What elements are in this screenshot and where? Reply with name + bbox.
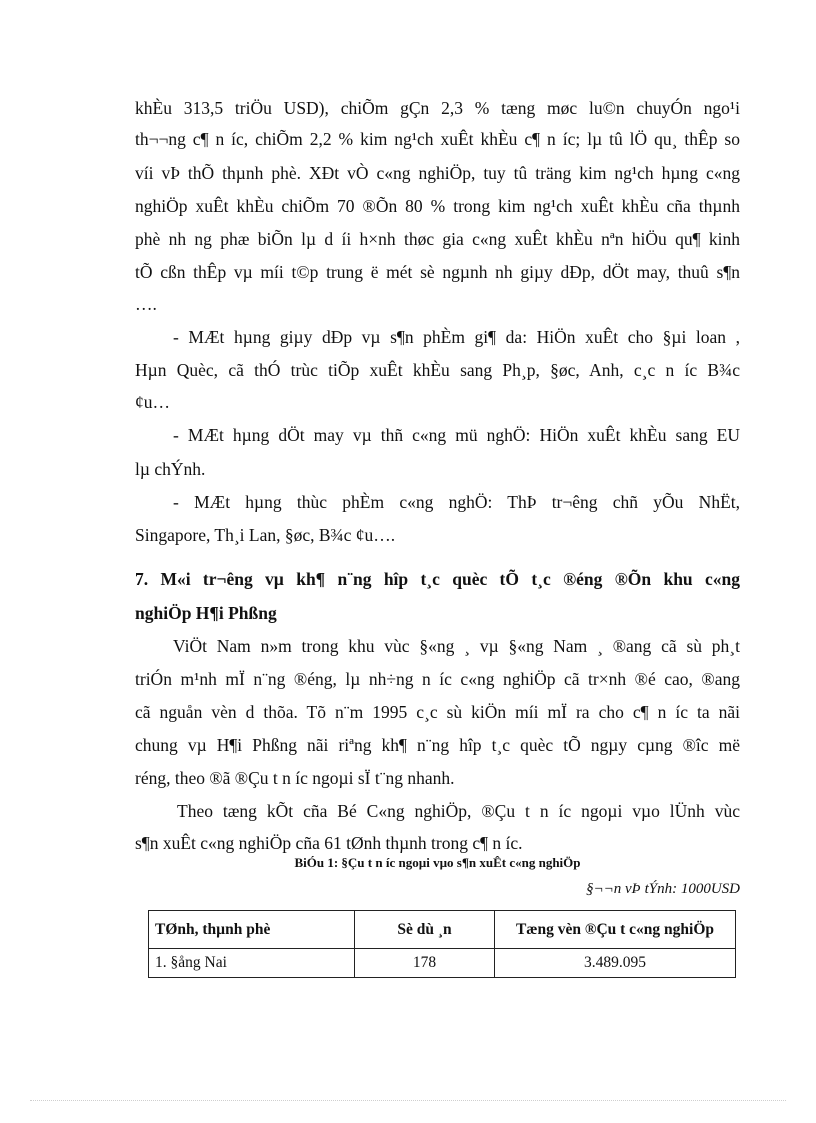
paragraph-line: chung vµ H¶i Phßng nãi riªng kh¶ n¨ng hîp t¸c quèc tÕ ngµy cµng ®îc më [135, 735, 740, 755]
paragraph-line: Theo tæng kÕt cña Bé C«ng nghiÖp, ®Çu t n íc ngoµi vµo lÜnh vùc [177, 801, 740, 821]
header-total-capital: Tæng vèn ®Çu t c«ng nghiÖp [495, 911, 736, 949]
paragraph-line: ViÖt Nam n»m trong khu vùc §«ng ¸ vµ §«ng Nam ¸ ®ang cã sù ph¸t [173, 636, 740, 656]
bullet-line: lµ chÝnh. [135, 459, 206, 479]
paragraph-line: khÈu 313,5 triÖu USD), chiÕm gÇn 2,3 % tæng møc lu©n chuyÓn ngo¹i [135, 98, 740, 118]
table-header-row [149, 911, 736, 949]
cell-project-count: 178 [355, 949, 495, 978]
investment-table [148, 910, 736, 978]
section-heading: 7. M«i tr¬êng vµ kh¶ n¨ng hîp t¸c quèc tÕ t¸c ®éng ®Õn khu c«ng [135, 569, 740, 589]
paragraph-line: nghiÖp xuÊt khÈu chiÕm 70 ®Õn 80 % trong kim ng¹ch xuÊt khÈu cña thµnh [135, 196, 740, 216]
paragraph-line: s¶n xuÊt c«ng nghiÖp cña 61 tØnh thµnh trong c¶ n íc. [135, 833, 523, 853]
paragraph-line: th¬¬ng c¶ n íc, chiÕm 2,2 % kim ng¹ch xuÊt khÈu c¶ n íc; lµ tû lÖ qu¸ thÊp so [135, 129, 740, 149]
bullet-line: - MÆt hµng dÖt may vµ thñ c«ng mü nghÖ: HiÖn xuÊt khÈu sang EU [173, 425, 740, 445]
header-province: TØnh, thµnh phè [149, 911, 355, 949]
table-caption: BiÓu 1: §Çu t n íc ngoµi vµo s¶n xuÊt c«ng nghiÖp [294, 855, 581, 870]
page-bottom-divider [30, 1100, 786, 1101]
section-heading: nghiÖp H¶i Phßng [135, 603, 277, 623]
paragraph-line: réng, theo ®ã ®Çu t n íc ngoµi sÏ t¨ng nhanh. [135, 768, 455, 788]
paragraph-line: phè nh ng phæ biÕn lµ d íi h×nh thøc gia c«ng xuÊt khÈu nªn hiÖu qu¶ kinh [135, 229, 740, 249]
paragraph-line: triÓn m¹nh mÏ n¨ng ®éng, lµ nh÷ng n íc c«ng nghiÖp cã tr×nh ®é cao, ®ang [135, 669, 740, 689]
bullet-line: ¢u… [135, 392, 170, 412]
table-unit: §¬¬n vÞ tÝnh: 1000USD [586, 881, 740, 897]
paragraph-line: tÕ cßn thÊp vµ míi t©p trung ë mét sè ngµnh nh giµy dÐp, dÖt may, thuû s¶n [135, 262, 740, 282]
bullet-line: - MÆt hµng thùc phÈm c«ng nghÖ: ThÞ tr¬êng chñ yÕu NhËt, [173, 492, 740, 512]
paragraph-line: cã nguån vèn d thõa. Tõ n¨m 1995 c¸c sù kiÖn míi mÏ ra cho c¶ n íc ta nãi [135, 702, 740, 722]
cell-total-capital: 3.489.095 [495, 949, 736, 978]
header-project-count: Sè dù ¸n [355, 911, 495, 949]
bullet-line: Singapore, Th¸i Lan, §øc, B¾c ¢u…. [135, 525, 396, 545]
table-row [149, 949, 736, 978]
paragraph-line: …. [135, 294, 157, 314]
paragraph-line: víi vÞ thÕ thµnh phè. XÐt vÒ c«ng nghiÖp, tuy tû träng kim ng¹ch hµng c«ng [135, 163, 740, 183]
cell-province: 1. §ång Nai [149, 949, 355, 978]
bullet-line: Hµn Quèc, cã thÓ trùc tiÕp xuÊt khÈu sang Ph¸p, §øc, Anh, c¸c n íc B¾c [135, 360, 740, 380]
bullet-line: - MÆt hµng giµy dÐp vµ s¶n phÈm gi¶ da: HiÖn xuÊt cho §µi loan , [173, 327, 740, 347]
